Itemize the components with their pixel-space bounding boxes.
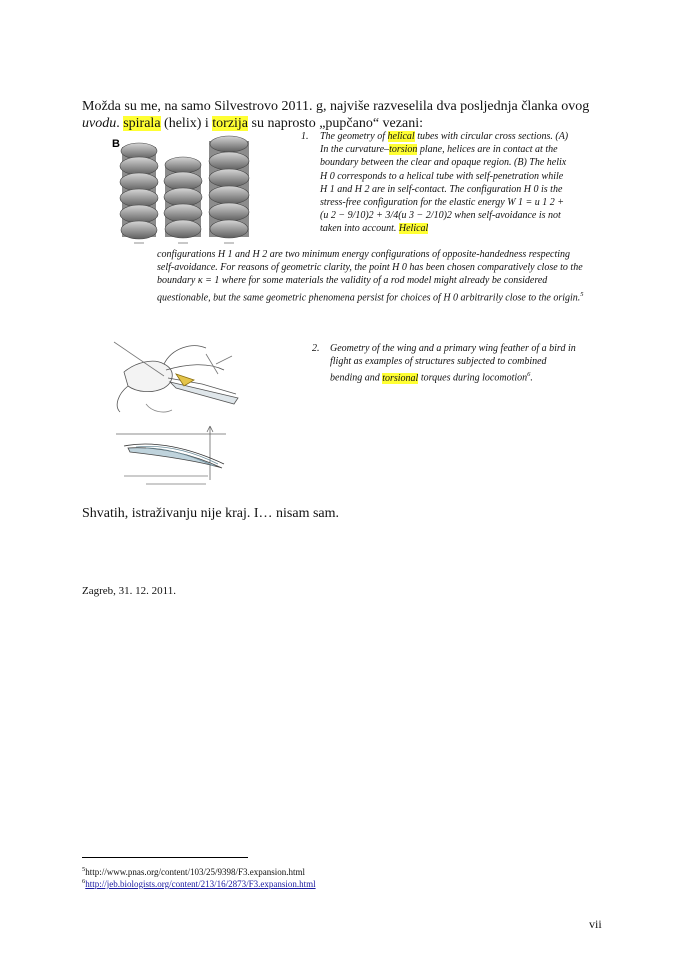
caption-2-text-a: Geometry of the wing and a primary wing feather of a bird in flight as examples of structures subjected to combined bending and: [330, 343, 576, 384]
page-number: vii: [589, 917, 602, 931]
bird-wing-figure: [106, 334, 248, 494]
helix-tubes-illustration: [110, 133, 265, 249]
caption-2-number: 2.: [312, 343, 320, 354]
caption-1-text-a: The geometry of: [320, 131, 388, 142]
caption-1-text-b: tubes with circular cross sections. (A) In the curvature–: [320, 131, 569, 156]
caption-1-text-d: configurations H 1 and H 2 are two minimum energy configurations of opposite-handedness respecting self-avoidance. For reasons of geometric clarity, the point H 0 has been chosen comparatively close to the boundary κ = 1 where for some materials the validity of a rod model might already be considered questionable, but the same geometric phenomena persist for choices of H 0 arbitrarily close to the origin.: [157, 249, 583, 303]
footnote-separator: [82, 857, 248, 858]
highlight-torsional: torsional: [382, 372, 419, 384]
highlight-torsion: torsion: [389, 144, 418, 156]
intro-sep: .: [116, 116, 124, 131]
closing-paragraph: Shvatih, istraživanju nije kraj. I… nisam sam.: [82, 506, 340, 521]
caption-1-number: 1.: [301, 131, 309, 142]
wing-feather-illustration: [106, 334, 248, 494]
caption-2: [330, 342, 580, 385]
helix-figure: [110, 133, 265, 249]
intro-mid: (helix) i: [160, 116, 213, 131]
caption-1-first-part: [320, 130, 572, 236]
caption-2-text-b: torques during locomotion: [418, 372, 528, 384]
footnote-ref-6: 6: [527, 371, 531, 379]
intro-line-1: Možda su me, na samo Silvestrovo 2011. g, najviše razveselila dva posljednja članka ovog: [82, 99, 590, 114]
footnote-6-link[interactable]: http://jeb.biologists.org/content/213/16/2873/F3.expansion.html: [85, 879, 316, 889]
caption-2-end: .: [530, 372, 533, 384]
footnote-5-number: 5: [82, 866, 86, 873]
footnote-6: [82, 876, 316, 890]
caption-1-text-c: plane, helices are in contact at the boundary between the clear and opaque region. (B) The helix H 0 corresponds to a helical tube with self-penetration while H 1 and H 2 are in self-contact. The configuration H 0 is the stress-free configuration for the elastic energy W 1 = u 1 2 + (u 2 − 9/10)2 + 3/4(u 3 − 2/10)2 when self-avoidance is not taken into account.: [320, 144, 567, 235]
highlight-helical: helical: [387, 131, 415, 142]
caption-1-second-part: [157, 248, 585, 304]
footnote-5-url: http://www.pnas.org/content/103/25/9398/F3.expansion.html: [85, 867, 305, 877]
helix-middle: [164, 157, 202, 238]
footnote-6-number: 6: [82, 878, 86, 885]
helix-left: [120, 143, 158, 239]
helix-right: [209, 136, 249, 238]
place-date: Zagreb, 31. 12. 2011.: [82, 585, 176, 597]
intro-tail: su naprosto „pupčano“ vezani:: [248, 116, 423, 131]
footnote-ref-5: 5: [580, 290, 584, 298]
figure-label-b: B: [112, 138, 120, 150]
word-uvodu: uvodu: [82, 116, 117, 131]
highlight-spirala: spirala: [123, 116, 161, 131]
highlight-torzija: torzija: [212, 116, 249, 131]
highlight-helical-2: Helical: [398, 223, 429, 235]
intro-paragraph: [82, 98, 602, 132]
